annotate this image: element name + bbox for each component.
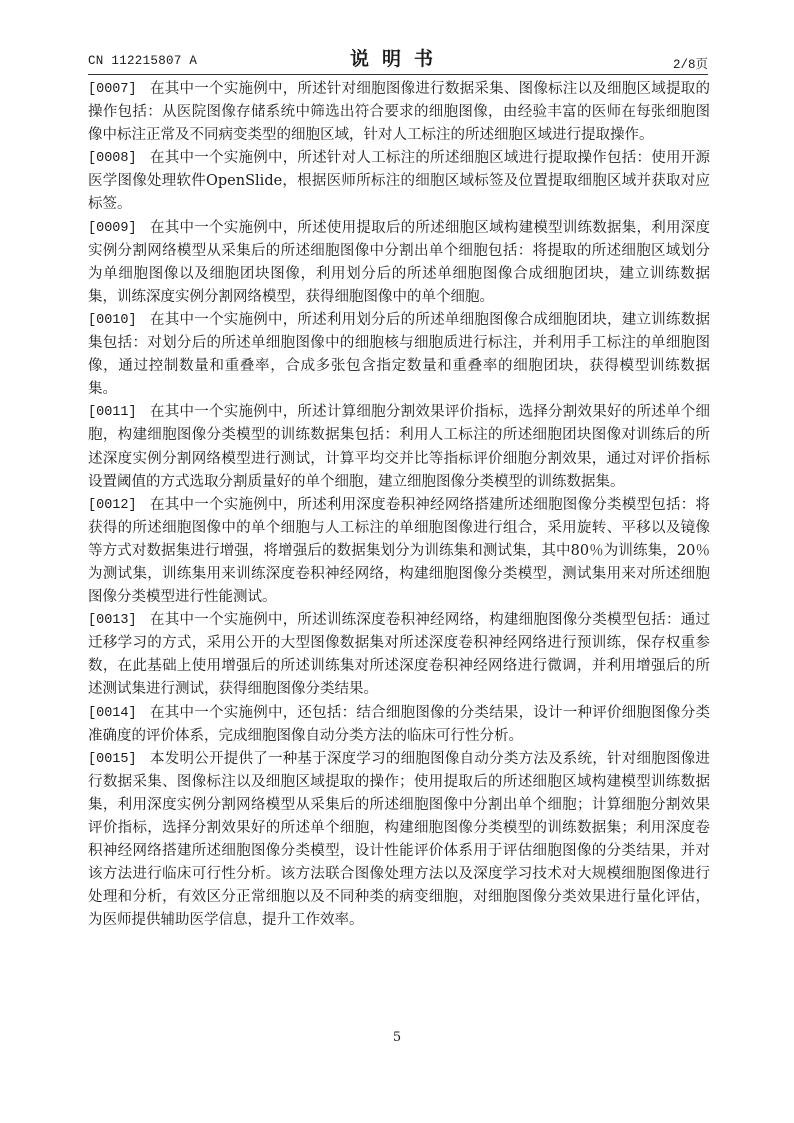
paragraph-number: [0012] (88, 497, 137, 513)
paragraph-0008 (88, 147, 710, 216)
paragraph-0007 (88, 78, 710, 147)
header-rule (88, 74, 708, 75)
publication-number: CN 112215807 A (88, 54, 198, 68)
paragraph-number: [0015] (88, 751, 137, 767)
paragraph-text: 在其中一个实施例中，所述针对细胞图像进行数据采集、图像标注以及细胞区域提取的操作包括：从医院图像存储系统中筛选出符合要求的细胞图像，由经验丰富的医师在每张细胞图像中标注正常及不同病变类型的细胞区域，针对人工标注的所述细胞区域进行提取操作。 (88, 81, 710, 144)
page-info: 2/8页 (672, 58, 708, 72)
paragraph-text: 在其中一个实施例中，所述训练深度卷积神经网络，构建细胞图像分类模型包括：通过迁移学习的方式，采用公开的大型图像数据集对所述深度卷积神经网络进行预训练，保存权重参数，在此基础上使用增强后的所述训练集对所述深度卷积神经网络进行微调，并利用增强后的所述测试集进行测试，获得细胞图像分类结果。 (88, 612, 710, 698)
paragraph-number: [0007] (88, 82, 137, 97)
paragraph-text: 在其中一个实施例中，所述计算细胞分割效果评价指标，选择分割效果好的所述单个细胞，构建细胞图像分类模型的训练数据集包括：利用人工标注的所述细胞团块图像对训练后的所述深度实例分割网络模型进行测试，计算平均交并比等指标评价细胞分割效果，通过对评价指标设置阈值的方式选取分割质量好的单个细胞，建立细胞图像分类模型的训练数据集。 (88, 404, 710, 490)
paragraph-0011 (88, 401, 710, 493)
paragraph-number: [0011] (88, 405, 137, 421)
paragraph-0009 (88, 217, 710, 309)
paragraph-text: 本发明公开提供了一种基于深度学习的细胞图像自动分类方法及系统，针对细胞图像进行数据采集、图像标注以及细胞区域提取的操作；使用提取后的所述细胞区域构建模型训练数据集，利用深度实例分割网络模型从采集后的所述细胞图像中分割出单个细胞；计算细胞分割效果评价指标，选择分割效果好的所述单个细胞，构建细胞图像分类模型的训练数据集；利用深度卷积神经网络搭建所述细胞图像分类模型，设计性能评价体系用于评估细胞图像的分类结果，并对该方法进行临床可行性分析。该方法联合图像处理方法以及深度学习技术对大规模细胞图像进行处理和分析，有效区分正常细胞以及不同种类的病变细胞，对细胞图像分类效果进行量化评估，为医师提供辅助医学信息，提升工作效率。 (88, 750, 710, 929)
paragraph-number: [0010] (88, 312, 137, 328)
paragraph-0014 (88, 702, 710, 748)
paragraph-number: [0013] (88, 613, 137, 629)
paragraph-0012 (88, 494, 710, 609)
paragraph-text: 在其中一个实施例中，所述利用划分后的所述单细胞图像合成细胞团块，建立训练数据集包括：对划分后的所述单细胞图像中的细胞核与细胞质进行标注，并利用手工标注的单细胞图像，通过控制数量和重叠率，合成多张包含指定数量和重叠率的细胞团块，获得模型训练数据集。 (88, 311, 710, 398)
paragraph-0013 (88, 609, 710, 701)
paragraph-text: 在其中一个实施例中，所述针对人工标注的所述细胞区域进行提取操作包括：使用开源医学图像处理软件OpenSlide，根据医师所标注的细胞区域标签及位置提取细胞区域并获取对应标签。 (88, 150, 710, 213)
paragraph-0010 (88, 309, 710, 401)
paragraph-text: 在其中一个实施例中，所述利用深度卷积神经网络搭建所述细胞图像分类模型包括：将获得的所述细胞图像中的单个细胞与人工标注的单细胞图像进行组合，采用旋转、平移以及镜像等方式对数据集进行增强，将增强后的数据集划分为训练集和测试集，其中80％为训练集，20％为测试集，训练集用来训练深度卷积神经网络，构建细胞图像分类模型，测试集用来对所述细胞图像分类模型进行性能测试。 (88, 496, 710, 606)
page-number: 5 (392, 1030, 402, 1045)
paragraph-number: [0014] (88, 705, 137, 721)
paragraph-0015 (88, 748, 710, 933)
paragraph-text: 在其中一个实施例中，还包括：结合细胞图像的分类结果，设计一种评价细胞图像分类准确度的评价体系，完成细胞图像自动分类方法的临床可行性分析。 (88, 704, 710, 744)
document-body (88, 78, 710, 932)
paragraph-number: [0009] (88, 220, 137, 236)
paragraph-text: 在其中一个实施例中，所述使用提取后的所述细胞区域构建模型训练数据集，利用深度实例分割网络模型从采集后的所述细胞图像中分割出单个细胞包括：将提取的所述细胞区域划分为单细胞图像以及细胞团块图像，利用划分后的所述单细胞图像合成细胞团块，建立训练数据集，训练深度实例分割网络模型，获得细胞图像中的单个细胞。 (88, 219, 710, 305)
page-header (88, 44, 708, 70)
document-title: 说明书 (349, 48, 446, 70)
paragraph-number: [0008] (88, 151, 137, 167)
